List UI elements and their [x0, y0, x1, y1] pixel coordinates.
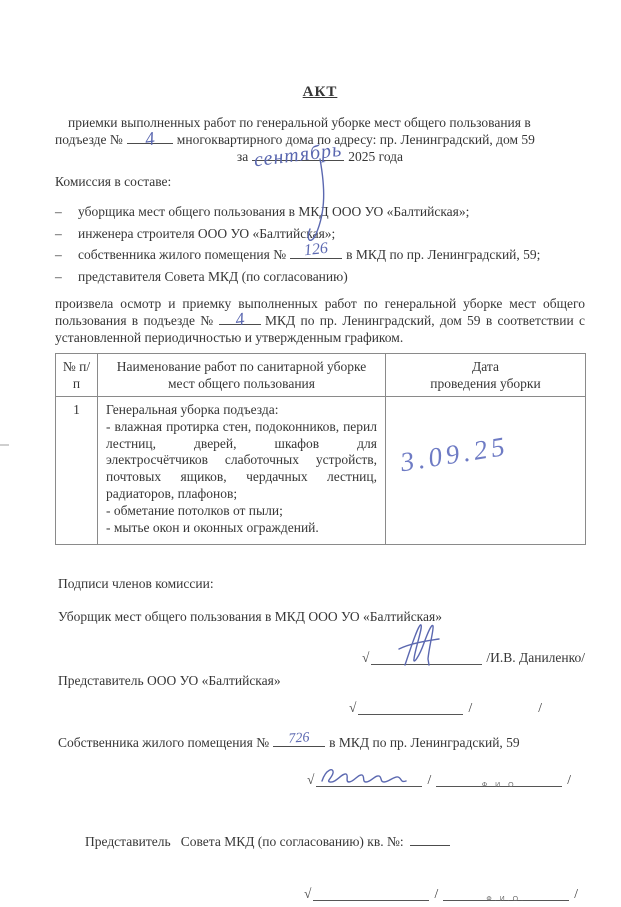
- signature-line: [371, 652, 482, 665]
- tick-mark: √: [349, 700, 357, 716]
- bullet-dash: –: [55, 268, 62, 284]
- header-cell-date: [386, 354, 586, 397]
- handwritten-entrance-number-2: 4: [234, 308, 246, 330]
- intro-line-3-pre: за: [236, 149, 249, 164]
- month-blank: [252, 138, 344, 172]
- cell-cleaning-date: [386, 397, 586, 545]
- signature-scribble: [383, 619, 453, 667]
- member-text: уборщика мест общего пользования в МКД ООО УО «Балтийская»;: [78, 204, 470, 219]
- signature-label-council: [58, 816, 585, 867]
- fio-caption: Ф И О: [481, 782, 517, 790]
- council-apartment-blank: [410, 833, 450, 846]
- work-table-header-row: [56, 354, 586, 397]
- member-text: представителя Совета МКД (по согласованию): [78, 268, 348, 284]
- slash: /: [567, 772, 571, 788]
- slash: /: [434, 886, 439, 902]
- inspection-pre: произвела осмотр и приемку выполненных работ по генеральной уборке мест общего пользования в подъезде №: [55, 296, 585, 328]
- member-text: [78, 239, 541, 266]
- fio-caption: Ф.И.О.: [486, 896, 527, 904]
- cell-row-number: 1: [56, 397, 98, 545]
- intro-line-3-post: 2025 года: [348, 149, 404, 164]
- tick-mark: √: [361, 650, 370, 666]
- bullet-dash: –: [55, 204, 62, 219]
- owner-apartment-blank: [273, 730, 325, 748]
- commission-label: Комиссия в составе:: [55, 174, 172, 189]
- slash: /: [468, 700, 473, 716]
- intro-line-1: приемки выполненных работ по генеральной уборке мест общего пользования в: [68, 115, 531, 130]
- commission-members-list: [55, 201, 585, 287]
- scan-artifact: [0, 444, 9, 446]
- fio-line: [443, 888, 569, 904]
- slash: /: [538, 700, 542, 716]
- handwritten-member-apartment: 126: [303, 239, 329, 259]
- signature-line: [358, 702, 463, 715]
- council-label: Представитель Совета МКД (по согласованию) кв. №:: [85, 834, 404, 850]
- signature-row-owner: [58, 772, 576, 790]
- signature-line: [313, 888, 429, 901]
- fio-line: [436, 774, 562, 790]
- header-date-line2: проведения уборки: [430, 376, 541, 391]
- signature-line: [316, 774, 422, 787]
- owner-label-post: в МКД по пр. Ленинградский, 59: [329, 735, 520, 751]
- signature-label-owner: [58, 730, 585, 751]
- entrance-number-blank: [127, 128, 173, 151]
- intro-line-2-post: многоквартирного дома по адресу: пр. Ленинградский, дом 59: [176, 132, 535, 147]
- intro-paragraph: [55, 114, 585, 172]
- work-item: - мытье окон и оконных ограждений.: [106, 519, 319, 535]
- signature-label-cleaner: Уборщик мест общего пользования в МКД ООО УО «Балтийская»: [58, 609, 442, 625]
- document-title: АКТ: [302, 84, 338, 100]
- owner-label-pre: Собственника жилого помещения №: [58, 735, 270, 751]
- work-table-row: [56, 397, 586, 545]
- header-cell-number: № п/п: [56, 354, 98, 397]
- work-item: - обметание потолков от пыли;: [106, 502, 283, 518]
- cell-work-description: [98, 397, 386, 545]
- bullet-dash: –: [55, 247, 62, 262]
- inspection-paragraph: [55, 295, 585, 346]
- member-apartment-blank: [290, 239, 342, 259]
- header-cell-work: Наименование работ по санитарной уборке мест общего пользования: [98, 354, 386, 397]
- signatures-section: [55, 576, 585, 904]
- handwritten-cleaning-date: 3.09.25: [398, 430, 511, 478]
- header-date-line1: Дата: [472, 359, 499, 374]
- entrance-number-blank-2: [219, 308, 261, 330]
- signature-name: /И.В. Даниленко/: [486, 650, 585, 666]
- signatures-heading: Подписи членов комиссии:: [58, 576, 214, 592]
- slash: /: [574, 886, 578, 902]
- handwritten-entrance-number: 4: [143, 128, 156, 151]
- signature-row-representative-uo: [58, 700, 547, 715]
- signature-label-representative-uo: Представитель ООО УО «Балтийская»: [58, 673, 281, 689]
- handwritten-month: сентябрь: [252, 138, 344, 172]
- member-text: инженера строителя ООО УО «Балтийская»;: [78, 225, 336, 241]
- commission-member: [55, 201, 585, 223]
- tick-mark: √: [304, 886, 312, 902]
- member-text-pre: собственника жилого помещения №: [78, 247, 287, 262]
- intro-line-2-pre: подъезде №: [55, 132, 123, 147]
- inspection-post: МКД по пр. Ленинградский, дом 59 в соответствии с установленной периодичностью и утвержденным графиком.: [55, 313, 585, 345]
- work-table: [55, 353, 586, 545]
- tick-mark: √: [307, 772, 315, 788]
- signature-row-cleaner: [58, 650, 585, 665]
- commission-member: [55, 239, 585, 266]
- signature-scribble: [318, 763, 418, 789]
- member-text-post: в МКД по пр. Ленинградский, 59;: [346, 247, 541, 262]
- slash: /: [427, 772, 432, 788]
- bullet-dash: –: [55, 225, 62, 241]
- work-title: Генеральная уборка подъезда:: [106, 402, 279, 417]
- work-detail: - влажная протирка стен, подоконников, перил лестниц, дверей, шкафов для электросчётчиков слаботочных устройств, почтовых ящиков, чердачных лестниц, радиаторов, плафонов;: [106, 418, 377, 501]
- commission-member: [55, 266, 585, 288]
- handwritten-owner-apartment: 726: [288, 730, 311, 748]
- signature-row-council: [58, 886, 583, 904]
